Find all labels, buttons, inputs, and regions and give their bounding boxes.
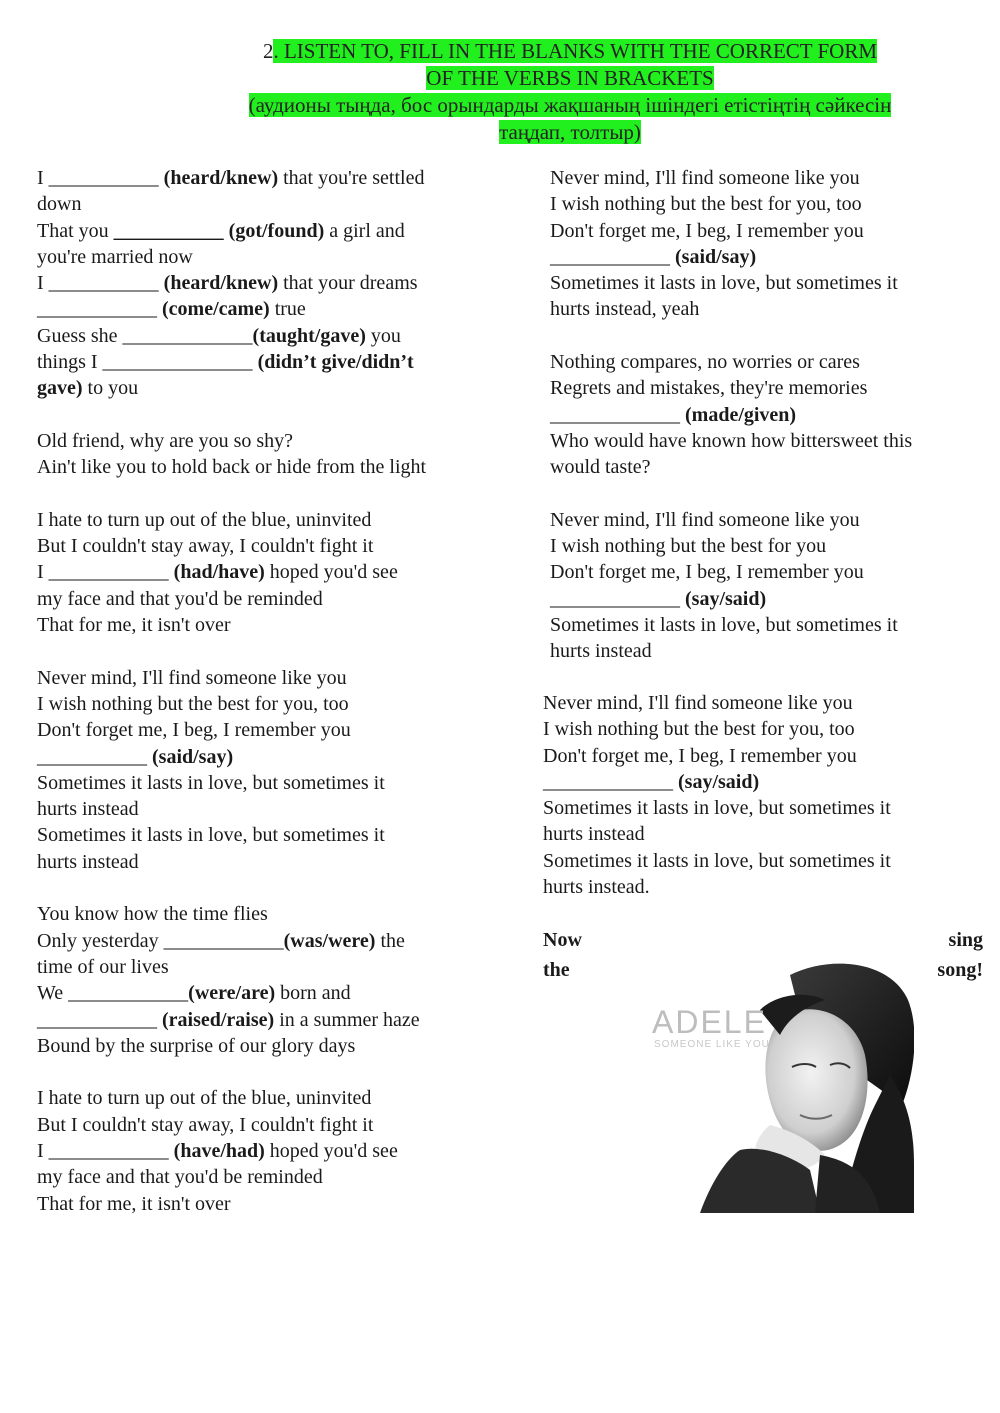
lyrics-left-column [37,165,507,1217]
lyric-line: Never mind, I'll find someone like you [37,666,347,689]
lyric-line: That for me, it isn't over [37,614,231,637]
lyric-line: my face and that you'd be reminded [37,1166,323,1189]
lyric-line: hurts instead [543,823,645,846]
lyric-line: would taste? [550,456,651,479]
lyric-line: But I couldn't stay away, I couldn't fight it [37,535,374,558]
cover-artist-text: ADELE [652,1004,767,1040]
lyric-line: down [37,193,82,216]
lyric-line: Nothing compares, no worries or cares [550,351,860,374]
lyric-line: That you ___________ (got/found) a girl and [37,219,405,242]
lyric-line: Sometimes it lasts in love, but sometimes it [543,849,891,872]
lyric-line: I wish nothing but the best for you [550,535,827,558]
lyric-line: Never mind, I'll find someone like you [550,508,860,531]
lyric-line: hurts instead, yeah [550,298,700,321]
lyric-line: time of our lives [37,955,169,978]
heading-number: 2 [262,39,274,63]
lyric-line: Old friend, why are you so shy? [37,429,294,452]
album-cover-image [640,955,914,1213]
lyric-line: Who would have known how bittersweet this [550,429,913,452]
lyric-line: But I couldn't stay away, I couldn't fight it [37,1113,374,1136]
lyric-line: I ____________ (had/have) hoped you'd see [37,561,398,584]
lyric-line: I ____________ (have/had) hoped you'd see [37,1139,398,1162]
lyric-line: _____________ (made/given) [550,403,797,426]
lyric-line: I wish nothing but the best for you, too [543,718,855,741]
exercise-heading [200,38,940,146]
heading-line-1: 2. LISTEN TO, FILL IN THE BLANKS WITH THE CORRECT FORM [262,39,878,63]
lyric-line: Sometimes it lasts in love, but sometimes it [37,824,385,847]
lyric-line: hurts instead [37,850,139,873]
sing-word-sing: sing [948,929,983,951]
lyric-line: gave) to you [37,377,139,400]
lyric-line: I ___________ (heard/knew) that your dreams [37,272,418,295]
lyric-line: hurts instead [37,798,139,821]
lyric-line: Don't forget me, I beg, I remember you [543,744,857,767]
lyric-line: I hate to turn up out of the blue, uninvited [37,1087,372,1110]
lyric-line: Never mind, I'll find someone like you [543,692,853,714]
album-cover-art [640,955,914,1213]
lyric-line: hurts instead. [543,876,650,899]
lyric-line: Bound by the surprise of our glory days [37,1034,356,1057]
lyric-line: ____________ (come/came) true [37,298,306,321]
heading-line-4: таңдап, толтыр) [499,120,641,144]
lyric-line: That for me, it isn't over [37,1192,231,1215]
sing-word-now: Now [543,929,582,951]
lyric-line: _____________ (say/said) [550,587,767,610]
lyric-line: Regrets and mistakes, they're memories [550,377,868,400]
lyric-line: I wish nothing but the best for you, too [550,193,862,216]
lyric-line: I ___________ (heard/knew) that you're settled [37,167,425,189]
lyric-line: Only yesterday ____________(was/were) the [37,929,405,952]
heading-line-3: (аудионы тыңда, бос орындарды жақшаның ішіндегі етістіңтің сәйкесін [248,93,892,117]
lyric-line: you're married now [37,245,193,268]
sing-word-the: the [543,959,570,981]
lyric-line: ____________ (said/say) [550,245,757,268]
lyric-line: things I _______________ (didn’t give/didn’t [37,351,414,374]
lyric-line: Guess she _____________(taught/gave) you [37,324,401,347]
lyric-line: I hate to turn up out of the blue, uninvited [37,508,372,531]
lyric-line: Don't forget me, I beg, I remember you [550,561,864,584]
lyric-line: Sometimes it lasts in love, but sometimes it [543,797,891,820]
lyric-line: hurts instead [550,640,652,663]
lyric-line: my face and that you'd be reminded [37,587,323,610]
lyric-line: _____________ (say/said) [543,770,760,793]
lyric-line: I wish nothing but the best for you, too [37,692,349,715]
lyric-line: We ____________(were/are) born and [37,982,351,1005]
lyric-line: ____________ (raised/raise) in a summer haze [37,1008,420,1031]
lyric-line: Never mind, I'll find someone like you [550,167,860,189]
lyric-line: You know how the time flies [37,903,268,926]
lyric-line: Sometimes it lasts in love, but sometimes it [37,771,385,794]
lyric-line: Sometimes it lasts in love, but sometimes it [550,614,898,637]
lyric-line: ___________ (said/say) [37,745,234,768]
lyric-line: Sometimes it lasts in love, but sometimes it [550,272,898,295]
heading-line-2: OF THE VERBS IN BRACKETS [426,66,714,90]
lyric-line: Don't forget me, I beg, I remember you [550,219,864,242]
cover-album-text: SOMEONE LIKE YOU [654,1039,770,1050]
lyric-line: Ain't like you to hold back or hide from the light [37,456,427,479]
lyric-line: Don't forget me, I beg, I remember you [37,719,351,742]
sing-word-song: song! [937,959,983,981]
lyrics-right-column-bottom [543,690,983,900]
lyrics-right-column-top [550,165,980,665]
